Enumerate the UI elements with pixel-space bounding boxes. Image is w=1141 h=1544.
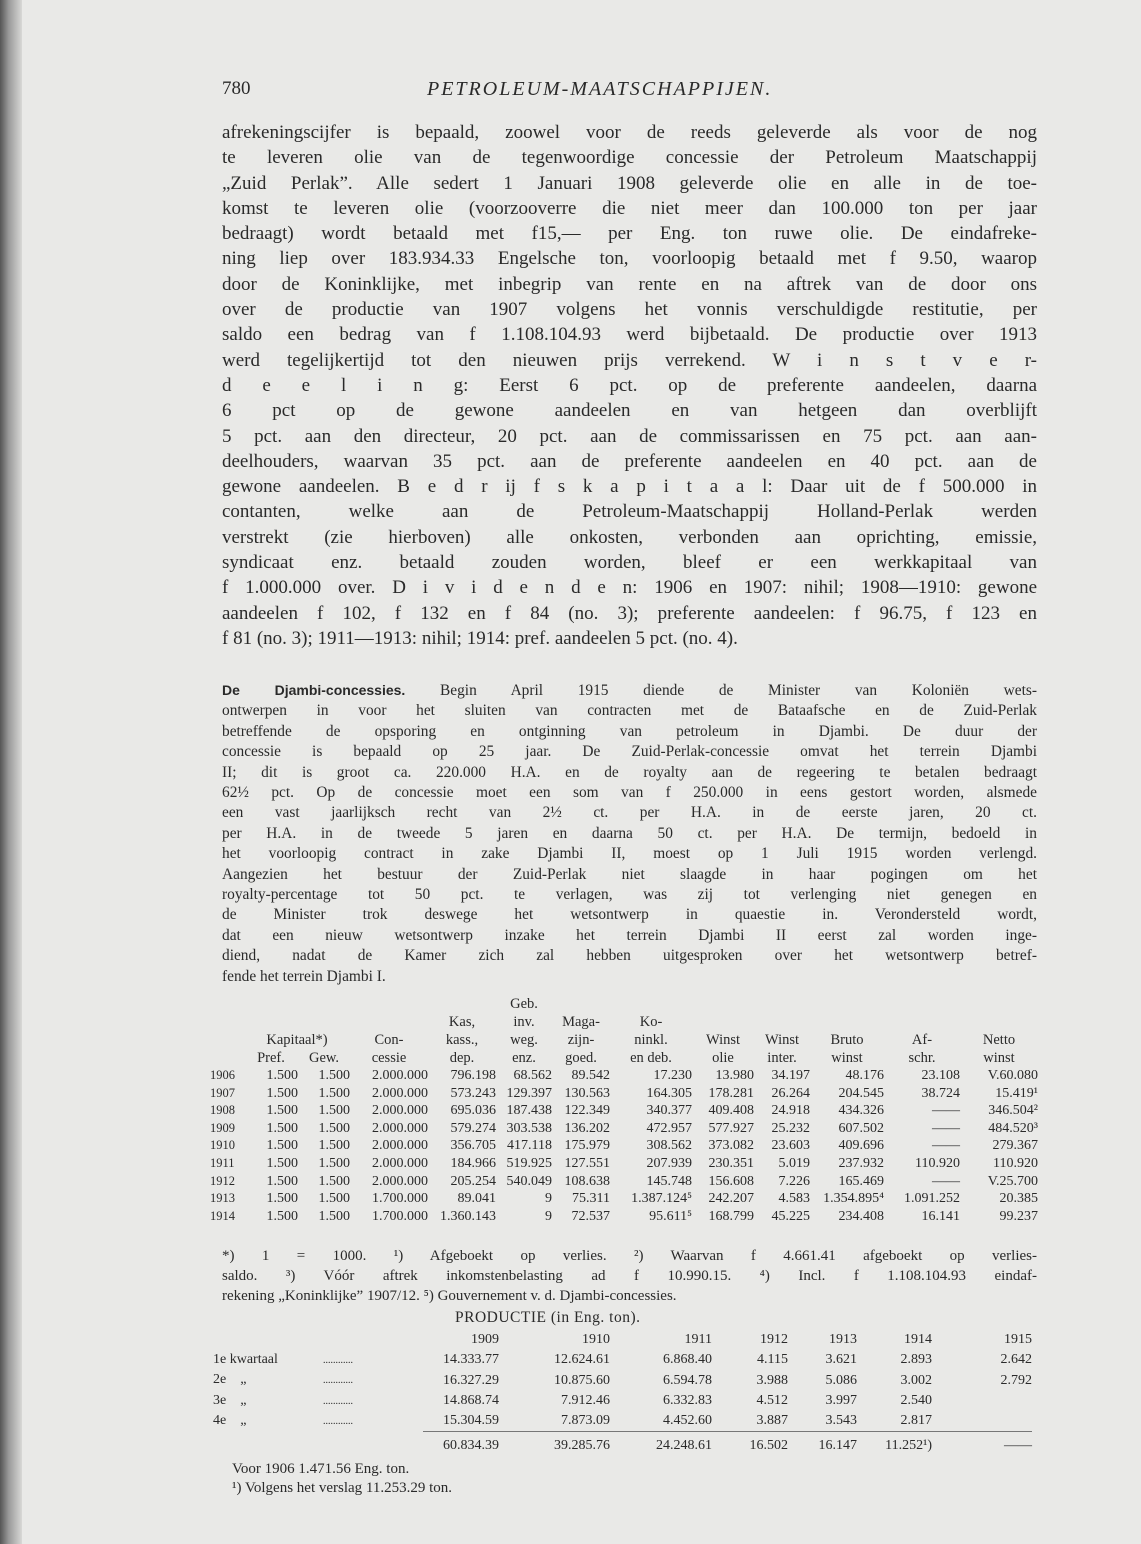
table-cell: 48.176	[845, 1068, 884, 1083]
production-value: 7.873.09	[561, 1413, 610, 1429]
production-value: 3.002	[900, 1372, 932, 1388]
header-cell: winst	[983, 1050, 1015, 1066]
header-cell: inter.	[767, 1050, 797, 1066]
empty-cell	[213, 1432, 423, 1456]
table-cell: 175.979	[564, 1138, 610, 1154]
table-cell: 230.351	[708, 1155, 754, 1171]
table-cell: 237.932	[838, 1155, 884, 1171]
header-cell: Ko-	[639, 1014, 663, 1030]
production-value: 12.624.61	[554, 1352, 610, 1367]
paragraph-line: f 1.000.000 over. D i v i d e n d e n: 1906 en 1907: nihil; 1908—1910: gewone	[222, 577, 1037, 599]
paragraph-line: aandeelen f 102, f 132 en f 84 (no. 3); preferente aandeelen: f 96.75, f 123 en	[222, 602, 1037, 624]
table-cell: 15.419¹	[995, 1085, 1038, 1101]
table-cell: ——	[932, 1120, 960, 1136]
table-cell: 540.049	[506, 1173, 552, 1189]
table-cell: 9	[545, 1191, 552, 1207]
table-cell: 1.500	[266, 1138, 298, 1154]
table-cell: 205.254	[450, 1173, 496, 1189]
table-cell: 156.608	[708, 1173, 754, 1189]
header-cell: schr.	[908, 1050, 936, 1066]
header-cell: en deb.	[630, 1050, 672, 1066]
paragraph-line: 62½ pct. Op de concessie moet een som van f 250.000 in eens gestort worden, alsmede	[222, 784, 1037, 802]
table-cell: 122.349	[564, 1103, 610, 1119]
header-cell: dep.	[449, 1050, 475, 1066]
header-cell: Kas,	[448, 1014, 476, 1030]
production-value: 4.452.60	[663, 1413, 712, 1429]
header-cell: Bruto	[830, 1032, 864, 1048]
production-value: 3.621	[825, 1352, 857, 1367]
table-cell: 417.118	[507, 1138, 552, 1154]
header-cell: Netto	[982, 1032, 1016, 1048]
table-cell: 5.019	[778, 1155, 810, 1171]
table-cell: 34.197	[771, 1068, 810, 1083]
table-cell: 2.000.000	[372, 1103, 428, 1119]
total-value: ——	[932, 1432, 1032, 1456]
production-row	[213, 1350, 1032, 1371]
table-cell: 129.397	[506, 1085, 552, 1101]
table-cell: 1.500	[318, 1068, 350, 1083]
table-cell: 45.225	[771, 1208, 810, 1224]
production-value: 2.642	[1000, 1352, 1032, 1367]
paragraph-line: f 81 (no. 3); 1911—1913: nihil; 1914: pref. aandeelen 5 pct. (no. 4).	[222, 627, 738, 649]
table-cell: 1.500	[318, 1138, 350, 1154]
year-cell: 1912	[210, 1173, 235, 1188]
table-cell: 4.583	[778, 1191, 810, 1207]
paragraph-line: over de productie van 1907 volgens het vonnis verschuldigde restitutie, per	[222, 299, 1037, 321]
total-value: 16.502	[712, 1432, 788, 1456]
total-value: 11.252¹)	[857, 1432, 932, 1456]
paragraph-afrekening	[222, 120, 1037, 651]
production-value: 14.868.74	[443, 1393, 499, 1408]
header-cell: kass.,	[445, 1032, 479, 1048]
production-footnote: ¹) Volgens het verslag 11.253.29 ton.	[232, 1480, 453, 1496]
table-cell: 110.920	[915, 1155, 960, 1171]
table-cell: V.60.080	[987, 1068, 1038, 1083]
header-cell: goed.	[565, 1050, 597, 1066]
table-cell: 1.500	[266, 1068, 298, 1083]
header-cell: Winst	[764, 1032, 800, 1048]
header-cell: Gew.	[308, 1050, 340, 1066]
paragraph-line	[222, 680, 1037, 701]
table-cell: 178.281	[708, 1085, 754, 1101]
quarter-label	[213, 1370, 423, 1391]
table-cell: 110.920	[993, 1155, 1038, 1171]
paragraph-line: II; dit is groot ca. 220.000 H.A. en de royalty aan de regeering te betalen bedraagt	[222, 763, 1037, 781]
table-cell: ——	[932, 1103, 960, 1119]
page-number: 780	[222, 78, 251, 99]
table-cell: 184.966	[450, 1155, 496, 1171]
table-cell: 519.925	[506, 1155, 552, 1171]
table-cell: 796.198	[450, 1068, 496, 1083]
paragraph-line: betreffende de opsporing en ontginning van petroleum in Djambi. De duur der	[222, 722, 1037, 740]
table-cell: 1.500	[266, 1120, 298, 1136]
table-cell: 136.202	[564, 1120, 610, 1136]
table-cell: 1.500	[266, 1208, 298, 1224]
paragraph-djambi-concessies	[222, 680, 1037, 987]
running-title: PETROLEUM-MAATSCHAPPIJEN.	[427, 78, 773, 100]
production-title: PRODUCTIE (in Eng. ton).	[455, 1309, 641, 1326]
table-cell: 1.500	[318, 1085, 350, 1101]
table-cell: 207.939	[646, 1155, 692, 1171]
table-row	[210, 1190, 1038, 1208]
header-cell: cessie	[371, 1050, 407, 1066]
total-value: 16.147	[788, 1432, 857, 1456]
header-cell: Con-	[374, 1032, 404, 1048]
header-cell: Winst	[705, 1032, 741, 1048]
table-cell: 24.918	[771, 1103, 810, 1119]
paragraph-line: per H.A. in de tweede 5 jaren en daarna 50 ct. per H.A. De termijn, bedoeld in	[222, 824, 1037, 842]
year-cell: 1909	[210, 1120, 235, 1135]
production-value: 10.875.60	[554, 1372, 610, 1388]
table-cell: 579.274	[450, 1120, 496, 1136]
paragraph-line: „Zuid Perlak”. Alle sedert 1 Januari 1908 geleverde olie en alle in de toe-	[222, 172, 1037, 194]
production-value: 2.540	[900, 1393, 932, 1408]
table-cell: V.25.700	[987, 1173, 1038, 1189]
production-row	[213, 1391, 1032, 1412]
table-cell: 1.500	[318, 1208, 350, 1224]
table-cell: 409.408	[708, 1103, 754, 1119]
header-cell: enz.	[512, 1050, 536, 1066]
paragraph-line: diend, nadat de Kamer zich zal hebben uitgesproken over het wetsontwerp betref-	[222, 947, 1037, 965]
table-cell: 1.354.895⁴	[823, 1191, 884, 1207]
quarter-name: 4e „	[213, 1413, 247, 1428]
table-cell: 2.000.000	[372, 1173, 428, 1189]
paragraph-line: 5 pct. aan den directeur, 20 pct. aan de commissarissen en 75 pct. aan aan-	[222, 425, 1037, 447]
table-cell: 108.638	[564, 1173, 610, 1189]
quarter-label	[213, 1391, 423, 1412]
table-cell: 2.000.000	[372, 1068, 428, 1083]
header-cell: zijn-	[567, 1032, 595, 1048]
table-cell: 23.603	[771, 1138, 810, 1154]
header-cell: Maga-	[562, 1014, 600, 1030]
paragraph-line: Aangezien het bestuur der Zuid-Perlak niet slaagde in haar pogingen om het	[222, 865, 1037, 883]
paragraph-line: gewone aandeelen. B e d r ij f s k a p i t a a l: Daar uit de f 500.000 in	[222, 476, 1037, 498]
year-header-row	[213, 1330, 1032, 1350]
year-cell: 1910	[210, 1138, 235, 1153]
production-value: 6.594.78	[663, 1372, 712, 1388]
production-value: 6.868.40	[663, 1352, 712, 1367]
production-value: 3.887	[756, 1413, 788, 1429]
table-cell: 130.563	[564, 1085, 610, 1101]
paragraph-line: saldo een bedrag van f 1.108.104.93 werd bijbetaald. De productie over 1913	[222, 324, 1037, 346]
table-cell: 1.091.252	[904, 1191, 960, 1207]
table-row	[210, 1102, 1038, 1120]
table-header-row	[210, 1049, 1038, 1067]
table-cell: 1.500	[266, 1085, 298, 1101]
table-cell: 303.538	[506, 1120, 552, 1136]
table-cell: 234.408	[838, 1208, 884, 1224]
production-value: 2.792	[1000, 1372, 1032, 1388]
table-cell: 68.562	[513, 1068, 552, 1083]
production-value: 3.988	[756, 1372, 788, 1388]
table-cell: 695.036	[450, 1103, 496, 1119]
table-cell: 9	[545, 1208, 552, 1224]
table-cell: 2.000.000	[372, 1085, 428, 1101]
table-row	[210, 1173, 1038, 1191]
table-cell: 346.504²	[988, 1103, 1038, 1119]
table-cell: 1.700.000	[372, 1191, 428, 1207]
production-value: 3.997	[825, 1393, 857, 1408]
leader-dots: ............	[323, 1375, 353, 1386]
table-cell: 1.387.124⁵	[631, 1191, 692, 1207]
leader-dots: ............	[323, 1416, 353, 1427]
table-cell: 2.000.000	[372, 1138, 428, 1154]
paragraph-line: het voorloopig contract in zake Djambi II, moest op 1 Juli 1915 worden verlengd.	[222, 845, 1037, 863]
page-header	[222, 78, 1037, 102]
year-cell: 1914	[210, 1208, 235, 1223]
production-value: 15.304.59	[443, 1413, 499, 1429]
paragraph-line: komst te leveren olie (voorzooverre die niet meer dan 100.000 ton per jaar	[222, 197, 1037, 219]
paragraph-line: syndicaat enz. betaald zouden worden, bleef er een werkkapitaal van	[222, 552, 1037, 574]
table-header-row	[210, 1031, 1038, 1049]
paragraph-line: 6 pct op de gewone aandeelen en van hetgeen dan overblijft	[222, 400, 1037, 422]
paragraph-line: d e e l i n g: Eerst 6 pct. op de preferente aandeelen, daarna	[222, 374, 1037, 396]
paragraph-line: verstrekt (zie hierboven) alle onkosten, verbonden aan oprichting, emissie,	[222, 526, 1037, 548]
paragraph-line: ontwerpen in voor het sluiten van contracten met de Bataafsche en de Zuid-Perlak	[222, 702, 1037, 720]
year-cell: 1906	[210, 1068, 235, 1082]
table-cell: 23.108	[921, 1068, 960, 1083]
paragraph-line: een vast jaarlijksch recht van 2½ ct. per H.A. in de eerste jaren, 20 ct.	[222, 804, 1037, 822]
year-cell: 1911	[210, 1155, 235, 1170]
paragraph-line: te leveren olie van de tegenwoordige concessie der Petroleum Maatschappij	[222, 147, 1037, 169]
quarter-label	[213, 1411, 423, 1432]
paragraph-line: royalty-percentage tot 50 pct. te verlagen, was zij tot verlenging niet genegen en	[222, 886, 1037, 904]
table-cell: 89.542	[571, 1068, 610, 1083]
year-header: 1909	[471, 1332, 499, 1347]
total-value: 60.834.39	[423, 1432, 499, 1456]
year-header: 1913	[829, 1332, 857, 1347]
table-cell: 308.562	[646, 1138, 692, 1154]
year-header: 1915	[1004, 1332, 1032, 1347]
production-value: 2.817	[900, 1413, 932, 1429]
table-cell: 75.311	[572, 1191, 610, 1207]
header-cell: Af-	[911, 1032, 933, 1048]
year-cell: 1908	[210, 1103, 235, 1118]
table-cell: 472.957	[646, 1120, 692, 1136]
header-cell: Pref.	[257, 1050, 285, 1066]
table-cell: 577.927	[708, 1120, 754, 1136]
table-cell: 20.385	[999, 1191, 1038, 1207]
paragraph-line: ning liep over 183.934.33 Engelsche ton, voorloopig betaald met f 9.50, waarop	[222, 248, 1037, 270]
table-cell: 127.551	[564, 1155, 610, 1171]
table-cell: 204.545	[838, 1085, 884, 1101]
year-cell: 1907	[210, 1085, 235, 1100]
table-cell: 95.611⁵	[649, 1208, 692, 1224]
table-cell: 373.082	[708, 1138, 754, 1154]
table-cell: 26.264	[771, 1085, 810, 1101]
paragraph-line: bedraagt) wordt betaald met f15,— per Eng. ton ruwe olie. De eindafreke-	[222, 223, 1037, 245]
year-header: 1912	[760, 1332, 788, 1347]
paragraph-line: contanten, welke aan de Petroleum-Maatschappij Holland-Perlak werden	[222, 501, 1037, 523]
table-cell: 573.243	[450, 1085, 496, 1101]
table-row	[210, 1067, 1038, 1085]
production-value: 7.912.46	[561, 1393, 610, 1408]
table-cell: 1.500	[318, 1155, 350, 1171]
table-cell: 25.232	[771, 1120, 810, 1136]
production-value	[932, 1411, 1032, 1432]
production-row	[213, 1370, 1032, 1391]
paragraph-line: fende het terrein Djambi I.	[222, 967, 386, 985]
table-cell: ——	[932, 1173, 960, 1189]
production-table	[213, 1330, 1032, 1456]
table-cell: 13.980	[715, 1068, 754, 1083]
production-value	[932, 1391, 1032, 1412]
production-value: 4.115	[757, 1352, 788, 1367]
table-cell: 409.696	[838, 1138, 884, 1154]
footnote-line: saldo. ³) Vóór aftrek inkomstenbelasting ad f 10.990.15. ⁴) Incl. f 1.108.104.93 eindaf-	[222, 1268, 1037, 1284]
table-cell: 434.326	[838, 1103, 884, 1119]
table-cell: 1.500	[266, 1155, 298, 1171]
table-cell: 1.500	[318, 1120, 350, 1136]
paragraph-line: door de Koninklijke, met inbegrip van rente en na aftrek van de door ons	[222, 273, 1037, 295]
table-cell: 340.377	[646, 1103, 692, 1119]
table-cell: 279.367	[992, 1138, 1038, 1154]
table-cell: 607.502	[838, 1120, 884, 1136]
table-cell: 2.000.000	[372, 1155, 428, 1171]
financial-table	[210, 995, 1038, 1225]
quarter-name: 1e kwartaal	[213, 1351, 278, 1367]
table-cell: 1.500	[266, 1173, 298, 1189]
empty-cell	[213, 1330, 423, 1350]
table-cell: 7.226	[778, 1173, 810, 1189]
header-cell: Kapitaal*)	[266, 1032, 328, 1048]
table-cell: 165.469	[838, 1173, 884, 1189]
year-header: 1914	[904, 1332, 932, 1347]
table-cell: 99.237	[999, 1208, 1038, 1224]
table-cell: 1.500	[318, 1191, 350, 1207]
table-cell: 1.360.143	[440, 1208, 496, 1224]
production-value: 16.327.29	[443, 1372, 499, 1388]
table-row	[210, 1120, 1038, 1138]
paragraph-line: de Minister trok deswege het wetsontwerp in quaestie in. Verondersteld wordt,	[222, 906, 1037, 924]
year-header: 1910	[582, 1332, 610, 1347]
paragraph-line: deelhouders, waarvan 35 pct. aan de preferente aandeelen en 40 pct. aan de	[222, 450, 1037, 472]
production-value: 4.512	[756, 1393, 788, 1408]
header-cell: Geb.	[510, 996, 538, 1012]
table-cell: 168.799	[708, 1208, 754, 1224]
paragraph-line: werd tegelijkertijd tot den nieuwen prijs verrekend. W i n s t v e r-	[222, 349, 1037, 371]
header-cell: inv.	[513, 1014, 535, 1030]
table-cell: 16.141	[921, 1208, 960, 1224]
quarter-label	[213, 1350, 423, 1371]
table-cell: ——	[932, 1138, 960, 1154]
table-cell: 1.700.000	[372, 1208, 428, 1224]
header-cell: weg.	[510, 1032, 538, 1048]
header-cell: ninkl.	[634, 1032, 668, 1048]
section-lead-heading: De Djambi-concessies.	[222, 682, 406, 698]
year-header: 1911	[684, 1332, 712, 1347]
table-cell: 1.500	[318, 1173, 350, 1189]
leader-dots: ............	[323, 1354, 353, 1366]
table-cell: 484.520³	[988, 1120, 1038, 1136]
table-header-row	[210, 995, 1038, 1013]
production-value: 2.893	[900, 1352, 932, 1367]
table-row	[210, 1085, 1038, 1103]
quarter-name: 2e „	[213, 1372, 247, 1387]
line-text: Begin April 1915 diende de Minister van Koloniën wets-	[440, 682, 1037, 699]
table-row	[210, 1137, 1038, 1155]
table-cell: 1.500	[266, 1103, 298, 1119]
table-cell: 89.041	[457, 1191, 496, 1207]
production-value: 3.543	[825, 1413, 857, 1429]
production-notes	[232, 1460, 452, 1498]
production-value: 5.086	[825, 1372, 857, 1388]
year-cell: 1913	[210, 1191, 235, 1206]
footnote-line: *) 1 = 1000. ¹) Afgeboekt op verlies. ²) Waarvan f 4.661.41 afgeboekt op verlies-	[222, 1248, 1037, 1264]
table-cell: 164.305	[646, 1085, 692, 1101]
table-row	[210, 1208, 1038, 1226]
table-cell: 1.500	[266, 1191, 298, 1207]
book-binding-edge	[0, 0, 22, 1544]
header-cell: olie	[712, 1050, 734, 1066]
footnote-line: rekening „Koninklijke” 1907/12. ⁵) Gouvernement v. d. Djambi-concessies.	[222, 1288, 677, 1304]
production-value: 14.333.77	[443, 1352, 499, 1367]
table-header-row	[210, 1013, 1038, 1031]
table-cell: 17.230	[653, 1068, 692, 1083]
table-cell: 2.000.000	[372, 1120, 428, 1136]
paragraph-line: dat een nieuw wetsontwerp inzake het terrein Djambi II eerst zal worden inge-	[222, 926, 1037, 944]
leader-dots: ............	[323, 1395, 353, 1407]
table-cell: 356.705	[450, 1138, 496, 1154]
paragraph-line: concessie is bepaald op 25 jaar. De Zuid-Perlak-concessie omvat het terrein Djambi	[222, 743, 1037, 761]
table-row	[210, 1155, 1038, 1173]
total-value: 39.285.76	[499, 1432, 610, 1456]
table-cell: 38.724	[921, 1085, 960, 1101]
production-note: Voor 1906 1.471.56 Eng. ton.	[232, 1461, 410, 1477]
header-cell: winst	[831, 1050, 863, 1066]
production-row	[213, 1411, 1032, 1432]
table-cell: 145.748	[646, 1173, 692, 1189]
table-cell: 72.537	[571, 1208, 610, 1224]
quarter-name: 3e „	[213, 1392, 247, 1408]
table-cell: 242.207	[708, 1191, 754, 1207]
total-value: 24.248.61	[610, 1432, 712, 1456]
financial-footnotes	[222, 1246, 1037, 1306]
totals-row	[213, 1432, 1032, 1456]
table-cell: 187.438	[506, 1103, 552, 1119]
production-value: 6.332.83	[663, 1393, 712, 1408]
table-cell: 1.500	[318, 1103, 350, 1119]
paragraph-line: afrekeningscijfer is bepaald, zoowel voor de reeds geleverde als voor de nog	[222, 122, 1037, 143]
